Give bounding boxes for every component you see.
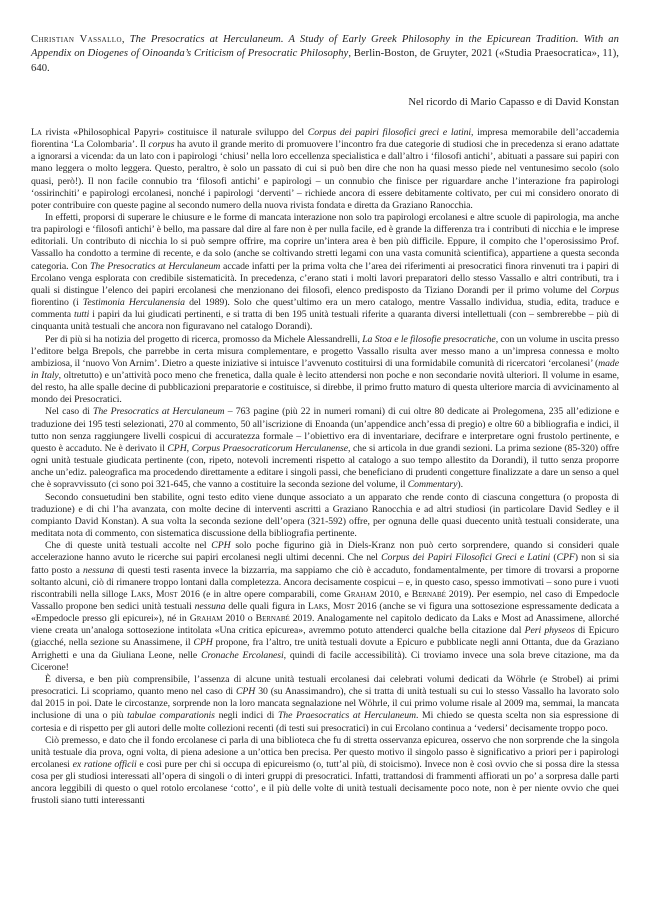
text-run: di questi testi rasenta invece la bizzarria, ma sappiamo che ciò è accaduto, fondamentalmente, per timore di trovarsi a proporne soltanto alcuni, ciò di rimanere troppo lontani dalla completezza. Ancora decisamente cospicui – e, in questo caso, spesso immotivati – sono pure i vuoti riscontrabili nella silloge [31,564,620,600]
body-paragraph [31,212,619,334]
text-run: negli indici di [214,710,278,722]
text-run: e così pure per chi si occupa di epicureismo (o, tutt’al più, di stoicismo). Invece non è così ovvio che si possa dire la stessa cosa per gli studiosi interessati all’opera di singoli o di interi gruppi di presocratici. Infatti, trattandosi di frammenti affiorati un po’ a sorpresa dalle parti ancora leggibili di questo o quel rotolo ercolanese ‘cotto’, e il più delle volte di unità testuali decisamente poco note, non è per niente ovvio che quei frustoli siano tutti interessanti [31,759,619,807]
italic-run: The Praesocratics at Herculaneum [277,710,416,722]
italic-run: Corpus dei papiri filosofici greci e latini [307,126,472,138]
italic-run: Corpus Praesocraticorum Herculanense [191,442,349,454]
text-run: , [186,442,192,454]
body-paragraph [31,334,619,407]
review-body [31,127,619,808]
text-run: , che si articola in due grandi sezioni. La prima sezione (85-320) offre ogni unità testuale giudicata pertinente (con, ripeto, notevoli incrementi rispetto al catalogo a suo tempo allestito da Dorandi), il tutto senza proporre anche un’ediz. paleografica ma procedendo direttamente a editare i singoli passi, che beneficiano di prudenti congetture finalizzate a dare un senso a quel che è sopravvissuto (ci sono poi 321-645, che vanno a costituire la seconda sezione del volume, il [31,442,619,491]
text-run: fiorentino (i [31,297,83,309]
body-paragraph [31,127,619,212]
text-run: propone, fra l’altro, tre unità testuali dovute a Epicuro e pubblicate negli anni Ottanta, due da Graziano Arrighetti e una da Giuliana Leone, nelle [31,637,619,661]
text-run: 2010, e [376,588,412,600]
small-caps-run: Laks, Most [307,600,355,612]
text-run: 30 (su Anassimandro), che si tratta di unità testuali su cui lo stesso Vassallo ha lavorato solo dal 2015 in poi. Date le circostanze, sorprende non la loro mancata segnalazione nel Wöhrle, il cui primo volume risale al 2009 ma, semmai, la mancata inclusione di una o più [31,686,619,722]
italic-run: Commentary [407,479,458,491]
small-caps-run: Graham [343,588,377,600]
italic-run: tutti [73,309,90,321]
italic-run: nessuna [194,600,226,612]
dedication: Nel ricordo di Mario Capasso e di David Konstan [408,96,619,108]
small-caps-run: Bernabé [411,588,446,600]
text-run: del 1989). Solo che quest’ultimo era un mero catalogo, mentre Vassallo individua, studia, edita, traduce e commenta [31,297,619,321]
text-run: accade infatti per la prima volta che l’area dei riferimenti ai presocratici finora rinvenuti tra i papiri di Ercolano venga esplorata con credibile sistematicità. In precedenza, c’erano stati i molti lavori preparatori dello stesso Vassallo e altri contributi, tra i quali si distingue l’elenco dei papiri ercolanesi che menzionano dei filosofi, elenco predisposto da Tiziano Dorandi per il primo volume del [31,260,619,296]
italic-run: The Presocratics at Herculaneum [92,406,225,418]
body-paragraph [31,735,619,808]
small-caps-run: Laks, Most [130,588,178,600]
text-run: 2010 o [222,613,256,625]
text-run: È diversa, e ben più comprensibile, l’assenza di alcune unità testuali ercolanesi dai celebrati volumi dedicati da Wöhrle (e Strobel) ai primi presocratici. Li scopriamo, quanto meno nel caso di [31,673,619,698]
small-caps-run: Graham [189,613,223,625]
text-run: i papiri da lui giudicati pertinenti, e si tratta di ben 195 unità testuali riferite a quaranta diversi intellettuali (con – sembrerebbe – più di cinquanta unità testuali che ancora non figuravano nel catalogo Dorandi). [31,309,619,333]
italic-run: CPH [167,442,187,454]
italic-run: Corpus [590,284,619,296]
italic-run: Peri physeos [524,625,575,637]
text-run: , impresa memorabile dell’accademia fiorentina ‘La Colombaria’. Il [31,126,619,151]
body-paragraph [31,540,619,674]
italic-run: CPH [211,540,231,552]
body-paragraph [31,406,619,491]
text-run: ) non si sia fatto posto a [31,552,619,576]
book-publication: , Berlin-Boston, de Gruyter, 2021 («Studia Praesocratica», 11), 640. [31,48,620,74]
italic-run: tabulae comparationis [127,710,215,722]
text-run: Ciò premesso, e dato che il fondo ercolanese ci parla di una biblioteca che fu di stretta osservanza epicurea, osservo che non sorprende che la singola unità testuale dia prova, ogni volta, di piena adesione a un’ottica ben precisa. Per questo motivo il singolo passo è significativo a priori per i papirologi ercolanesi [31,734,619,771]
text-run: Che di queste unità testuali accolte nel [45,540,212,552]
italic-run: made in Italy [31,357,619,382]
text-run: , con un volume in uscita presso l’editore belga Brepols, che parrebbe in certa misura complementare, e progetto Vassallo risulta aver messo mano a un’impresa connessa e molto ambiziosa, il ‘nuovo Von Arnim’. Dietro a queste iniziative si intuisce l’avvenuto costituirsi di una formidabile comunità di ricercatori ‘ercolanesi’ ( [31,333,619,369]
text-run: In effetti, proporsi di superare le chiusure e le forme di mancata interazione non solo tra papirologi ercolanesi e altre scuole di papirologia, ma anche tra papirologi e ‘filosofi antichi’ è bello, ma passare dal dire al fare non è per nulla facile, ed è grande la differenza tra i contributi di nicchia e le imprese editoriali. Un contributo di nicchia lo si può sempre offrire, ma coprire un’intera area è ben più difficile. Eppure, il compito che l’operosissimo Prof. Vassallo ha condotto a termine di recente, e da solo (anche se coltivando stretti legami con una vasta comunità scientifica), appartiene a questa seconda categoria. Con [31,211,619,272]
small-caps-run: La [31,126,42,138]
italic-run: CPH [235,686,256,698]
body-paragraph [31,492,619,541]
bibliographic-header: Christian Vassallo, The Presocratics at Herculaneum. A Study of Early Greek Philosophy in the Epicurean Tradition. With an Appendix on Diogenes of Oinoanda’s Criticism of Presocratic Philosophy, Berlin-Boston, de Gruyter, 2021 («Studia Praesocratica», 11), 640. [31,34,620,74]
italic-run: CPF [556,552,575,564]
italic-run: ex ratione officii [72,759,137,771]
italic-run: The Presocratics at Herculaneum [90,260,221,272]
text-run: di Epicuro (giacché, nella sezione su Anassimene, il [31,625,619,649]
italic-run: Corpus dei Papiri Filosofici Greci e Latini [381,552,551,564]
text-run: solo poche figurino già in Diels-Kranz non può certo sorprendere, quando si consideri quale accelerazione hanno avuto le ricerche sui papiri ercolanesi negli ultimi decenni. Che nel [31,540,619,564]
text-run: delle quali figura in [225,600,308,612]
italic-run: corpus [148,139,175,151]
review-page [31,33,619,808]
italic-run: La Stoa e le filosofie presocratiche [362,333,496,345]
book-title: The Presocratics at Herculaneum. A Study of Early Greek Philosophy in the Epicurean Tradition. With an Appendix on Diogenes of Oinoanda’s Criticism of Presocratic Philosophy [31,34,619,60]
text-run: 2016 (anche se vi figura una sottosezione espressamente dedicata a «Empedocle presso gli epicurei»), né in [31,600,620,625]
book-author: Christian Vassallo [31,34,122,45]
text-run: ( [550,552,557,564]
text-run: ha avuto il grande merito di promuovere l’incontro fra due categorie di studiosi che in precedenza si erano adattate a ignorarsi a vicenda: da un lato con i papirologi ‘chiusi’ nella loro eccellenza specialistica e dall’altro i ‘filosofi antichi’, abituati a passare sui papiri con mano leggera o molto leggera. Questo, peraltro, è solo un passato di cui si può ben dire che non ha quasi messo piede nel ventunesimo secolo (solo quasi, però!). Il non facile connubio tra ‘filosofi antichi’ e papirologi – un connubio che finisce per riguardare anche l’interazione fra papirologi ‘ossirinchiti’ e papirologi ercolanesi, nonché i papirologi ‘derventi’ – richiede ancora di essere debitamente coltivato, per cui mi considero onorato di poter contribuire con queste pagine al secondo numero della nuova rivista fondata e diretta da Graziano Ranocchia. [31,139,619,211]
text-run: Nel caso di [45,406,93,418]
text-run: . Mi chiedo se questa scelta non sia espressione di cortesia e di rispetto per gli autori delle molte collezioni recenti (di testi sui presocratici) in cui Ercolano continua a ‘vedersi’ decisamente troppo poco. [31,710,619,734]
text-run: , quindi di facile accessibilità). Ci troviamo invece una sola breve citazione, ma da Cicerone! [31,649,619,673]
text-run: 2019. Analogamente nel capitolo dedicato da Laks e Most ad Anassimene, allorché viene creata un’analoga sottosezione intitolata «Una critica epicurea», avremmo potuto attenderci qualche bella citazione dal [31,613,619,637]
text-run: ). [457,479,463,491]
text-run: Secondo consuetudini ben stabilite, ogni testo edito viene dunque associato a un apparato che rende conto di ciascuna congettura (o proposta di traduzione) e di chi l’ha avanzata, con molte decine di interventi ascritti a Graziano Ranocchia e ad altri studiosi (in particolare David Sedley e il compianto David Konstan). A sua volta la seconda sezione dell’opera (321-592) offre, per ognuna delle quasi duecento unità testuali considerate, una meditata nota di commento, con sistematica discussione della bibliografia pertinente. [31,491,619,540]
small-caps-run: Bernabé [255,613,290,625]
text-run: 2019). Per esempio, nel caso di Empedocle Vassallo propone ben sedici unità testuali [31,588,620,612]
italic-run: CPH [193,637,213,649]
text-run: , oltretutto) e un’attività poco meno che frenetica, dalla quale è lecito attendersi non poche e non secondarie novità ulteriori. Il volume in esame, del resto, ha alle spalle decine di pubblicazioni preparatorie e costituisce, si direbbe, il primo frutto maturo di questa ulteriore marcia di avvicinamento al mondo dei Presocratici. [31,370,619,406]
text-run: rivista «Philosophical Papyri» costituisce il naturale sviluppo del [41,126,308,138]
italic-run: Cronache Ercolanesi [201,649,284,661]
text-run: – 763 pagine (più 22 in numeri romani) di cui oltre 80 dedicate ai Prolegomena, 235 all’edizione e traduzione dei 195 testi selezionati, 270 al commento, 50 all’iscrizione di Enoanda (un’appendice anch’essa di pregio) e oltre 60 a bibliografia e indici, il tutto non senza raggiungere livelli cospicui di accuratezza formale – l’obiettivo era di inventariare, decifrare e interpretare ogni frustolo pertinente, e questo è accaduto. Ne è derivato il [31,406,619,454]
text-run: Per di più si ha notizia del progetto di ricerca, promosso da Michele Alessandrelli, [45,333,363,345]
text-run: 2016 (e in altre opere comparabili, come [177,588,344,600]
italic-run: Testimonia Herculanensia [82,297,185,309]
body-paragraph [31,674,619,735]
italic-run: nessuna [83,564,114,576]
